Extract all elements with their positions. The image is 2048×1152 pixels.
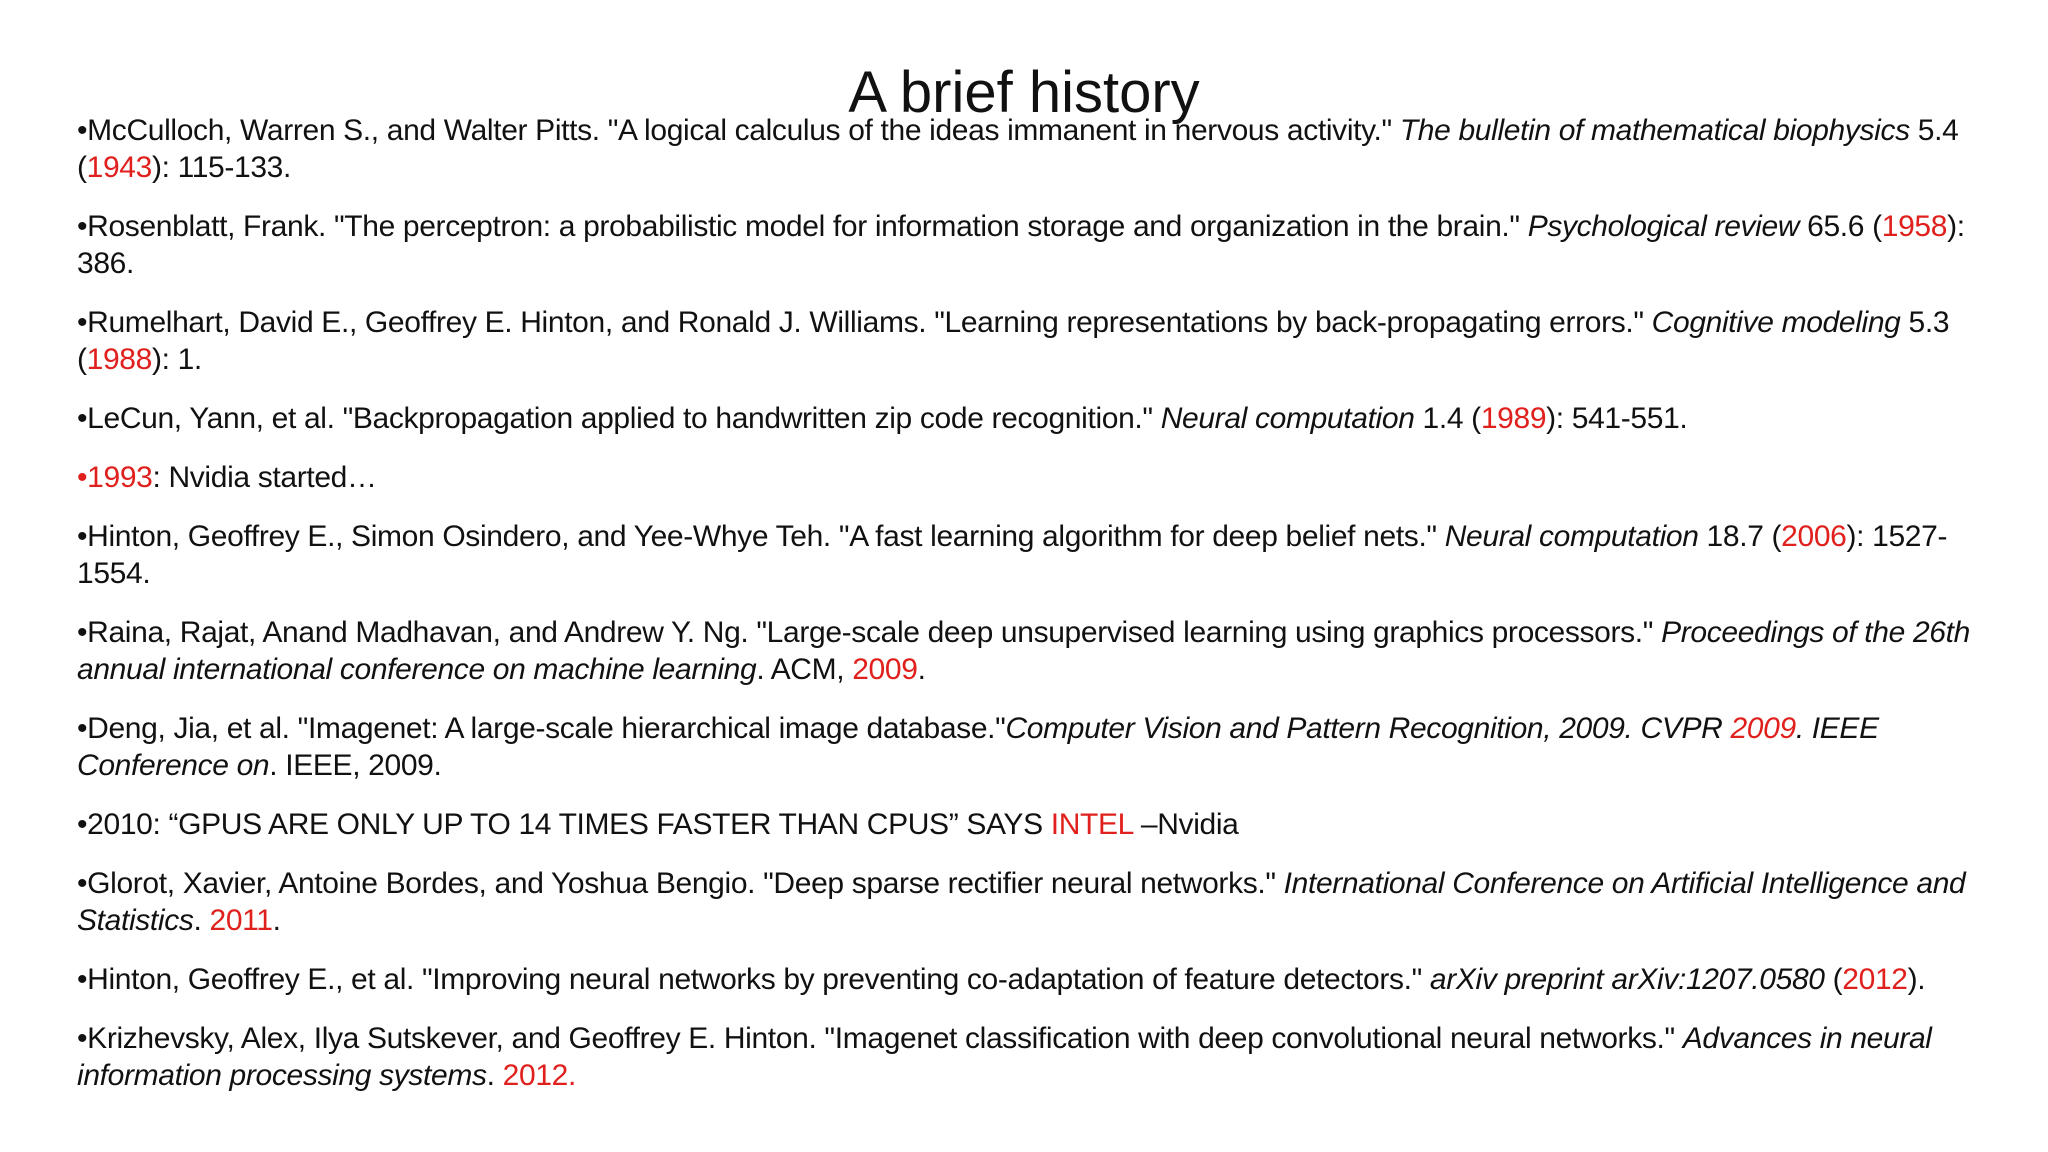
reference-authors: LeCun, Yann, et al. "Backpropagation applied to handwritten zip code recognition."	[87, 402, 1161, 435]
reference-authors: Hinton, Geoffrey E., et al. "Improving neural networks by preventing co-adaptation of feature detectors."	[87, 963, 1430, 996]
bullet: •	[77, 808, 88, 841]
reference-venue: Psychological review	[1527, 210, 1800, 243]
reference-item	[77, 710, 1977, 784]
reference-venue: arXiv preprint arXiv:1207.0580	[1429, 963, 1825, 996]
reference-venue-tail: . IEEE Conference on	[77, 712, 1879, 782]
reference-authors: Raina, Rajat, Anand Madhavan, and Andrew Y. Ng. "Large-scale deep unsupervised learning using graphics processors."	[87, 616, 1662, 649]
bullet: •	[77, 963, 88, 996]
bullet: •	[77, 114, 88, 147]
timeline-text: 2010: “GPUS ARE ONLY UP TO 14 TIMES FASTER THAN CPUS” SAYS	[87, 808, 1051, 841]
reference-volume: 65.6 (	[1799, 210, 1882, 243]
reference-publisher: . ACM,	[756, 653, 853, 686]
reference-year: 1988	[86, 343, 152, 376]
bullet: •	[77, 712, 88, 745]
reference-item	[77, 400, 1977, 437]
bullet: •	[77, 402, 88, 435]
reference-end: ).	[1907, 963, 1926, 996]
reference-venue: Proceedings of the 26th annual international conference on machine learning	[77, 616, 1970, 686]
reference-item	[77, 614, 1977, 688]
reference-pages: ): 1527-1554.	[77, 520, 1948, 590]
reference-volume: 1.4 (	[1414, 402, 1481, 435]
reference-year: 2012	[1842, 963, 1908, 996]
reference-item	[77, 961, 1977, 998]
reference-item	[77, 518, 1977, 592]
bullet: •	[77, 306, 88, 339]
reference-authors: Krizhevsky, Alex, Ilya Sutskever, and Geoffrey E. Hinton. "Imagenet classification with deep convolutional neural networks."	[87, 1022, 1683, 1055]
reference-item	[77, 304, 1977, 378]
reference-item	[77, 112, 1977, 186]
timeline-item	[77, 806, 1977, 843]
reference-item	[77, 1020, 1977, 1094]
reference-year: 2012	[502, 1059, 568, 1092]
reference-authors: Rosenblatt, Frank. "The perceptron: a probabilistic model for information storage and organization in the brain."	[87, 210, 1528, 243]
reference-year: 1989	[1480, 402, 1547, 435]
bullet: •	[77, 867, 88, 900]
bullet: •	[77, 1022, 88, 1055]
reference-publisher: . IEEE, 2009.	[269, 749, 442, 782]
reference-year: 2006	[1781, 520, 1847, 553]
reference-venue: Computer Vision and Pattern Recognition, 2009. CVPR	[1005, 712, 1731, 745]
reference-year: 2011	[209, 904, 273, 937]
reference-list	[77, 112, 1977, 1116]
reference-pages: ): 386.	[77, 210, 1965, 280]
timeline-tail: –Nvidia	[1132, 808, 1239, 841]
reference-venue: International Conference on Artificial Intelligence and Statistics	[77, 867, 1966, 937]
reference-volume: 18.7 (	[1698, 520, 1782, 553]
reference-authors: Glorot, Xavier, Antoine Bordes, and Yoshua Bengio. "Deep sparse rectifier neural networks."	[87, 867, 1284, 900]
bullet: •	[77, 461, 88, 494]
reference-separator: (	[1824, 963, 1843, 996]
bullet: •	[77, 520, 88, 553]
reference-end: .	[568, 1059, 576, 1092]
reference-volume: 5.4 (	[77, 114, 1959, 184]
reference-authors: Deng, Jia, et al. "Imagenet: A large-scale hierarchical image database."	[87, 712, 1006, 745]
reference-year: 2009	[852, 653, 918, 686]
timeline-year: 1993	[87, 461, 153, 494]
reference-authors: Rumelhart, David E., Geoffrey E. Hinton, and Ronald J. Williams. "Learning representations by back-propagating errors."	[87, 306, 1652, 339]
reference-pages: ): 1.	[151, 343, 202, 376]
reference-year: 2009	[1730, 712, 1796, 745]
timeline-highlight: INTEL	[1050, 808, 1133, 841]
reference-venue: The bulletin of mathematical biophysics	[1399, 114, 1910, 147]
reference-authors: McCulloch, Warren S., and Walter Pitts. "A logical calculus of the ideas immanent in nervous activity."	[87, 114, 1400, 147]
reference-pages: ): 115-133.	[151, 151, 292, 184]
reference-year: 1943	[86, 151, 152, 184]
reference-item	[77, 208, 1977, 282]
reference-venue: Neural computation	[1444, 520, 1699, 553]
reference-separator: .	[486, 1059, 503, 1092]
bullet: •	[77, 210, 88, 243]
reference-venue: Cognitive modeling	[1651, 306, 1901, 339]
reference-end: .	[272, 904, 281, 937]
reference-end: .	[917, 653, 926, 686]
timeline-item	[77, 459, 1977, 496]
bullet: •	[77, 616, 88, 649]
reference-pages: ): 541-551.	[1546, 402, 1688, 435]
reference-venue: Neural computation	[1160, 402, 1415, 435]
timeline-text: : Nvidia started…	[152, 461, 377, 494]
reference-item	[77, 865, 1977, 939]
reference-separator: .	[193, 904, 210, 937]
reference-year: 1958	[1881, 210, 1948, 243]
page-title: A brief history	[848, 59, 1200, 125]
reference-volume: 5.3 (	[77, 306, 1950, 376]
reference-authors: Hinton, Geoffrey E., Simon Osindero, and Yee-Whye Teh. "A fast learning algorithm for deep belief nets."	[87, 520, 1445, 553]
reference-venue: Advances in neural information processing systems	[77, 1022, 1932, 1092]
